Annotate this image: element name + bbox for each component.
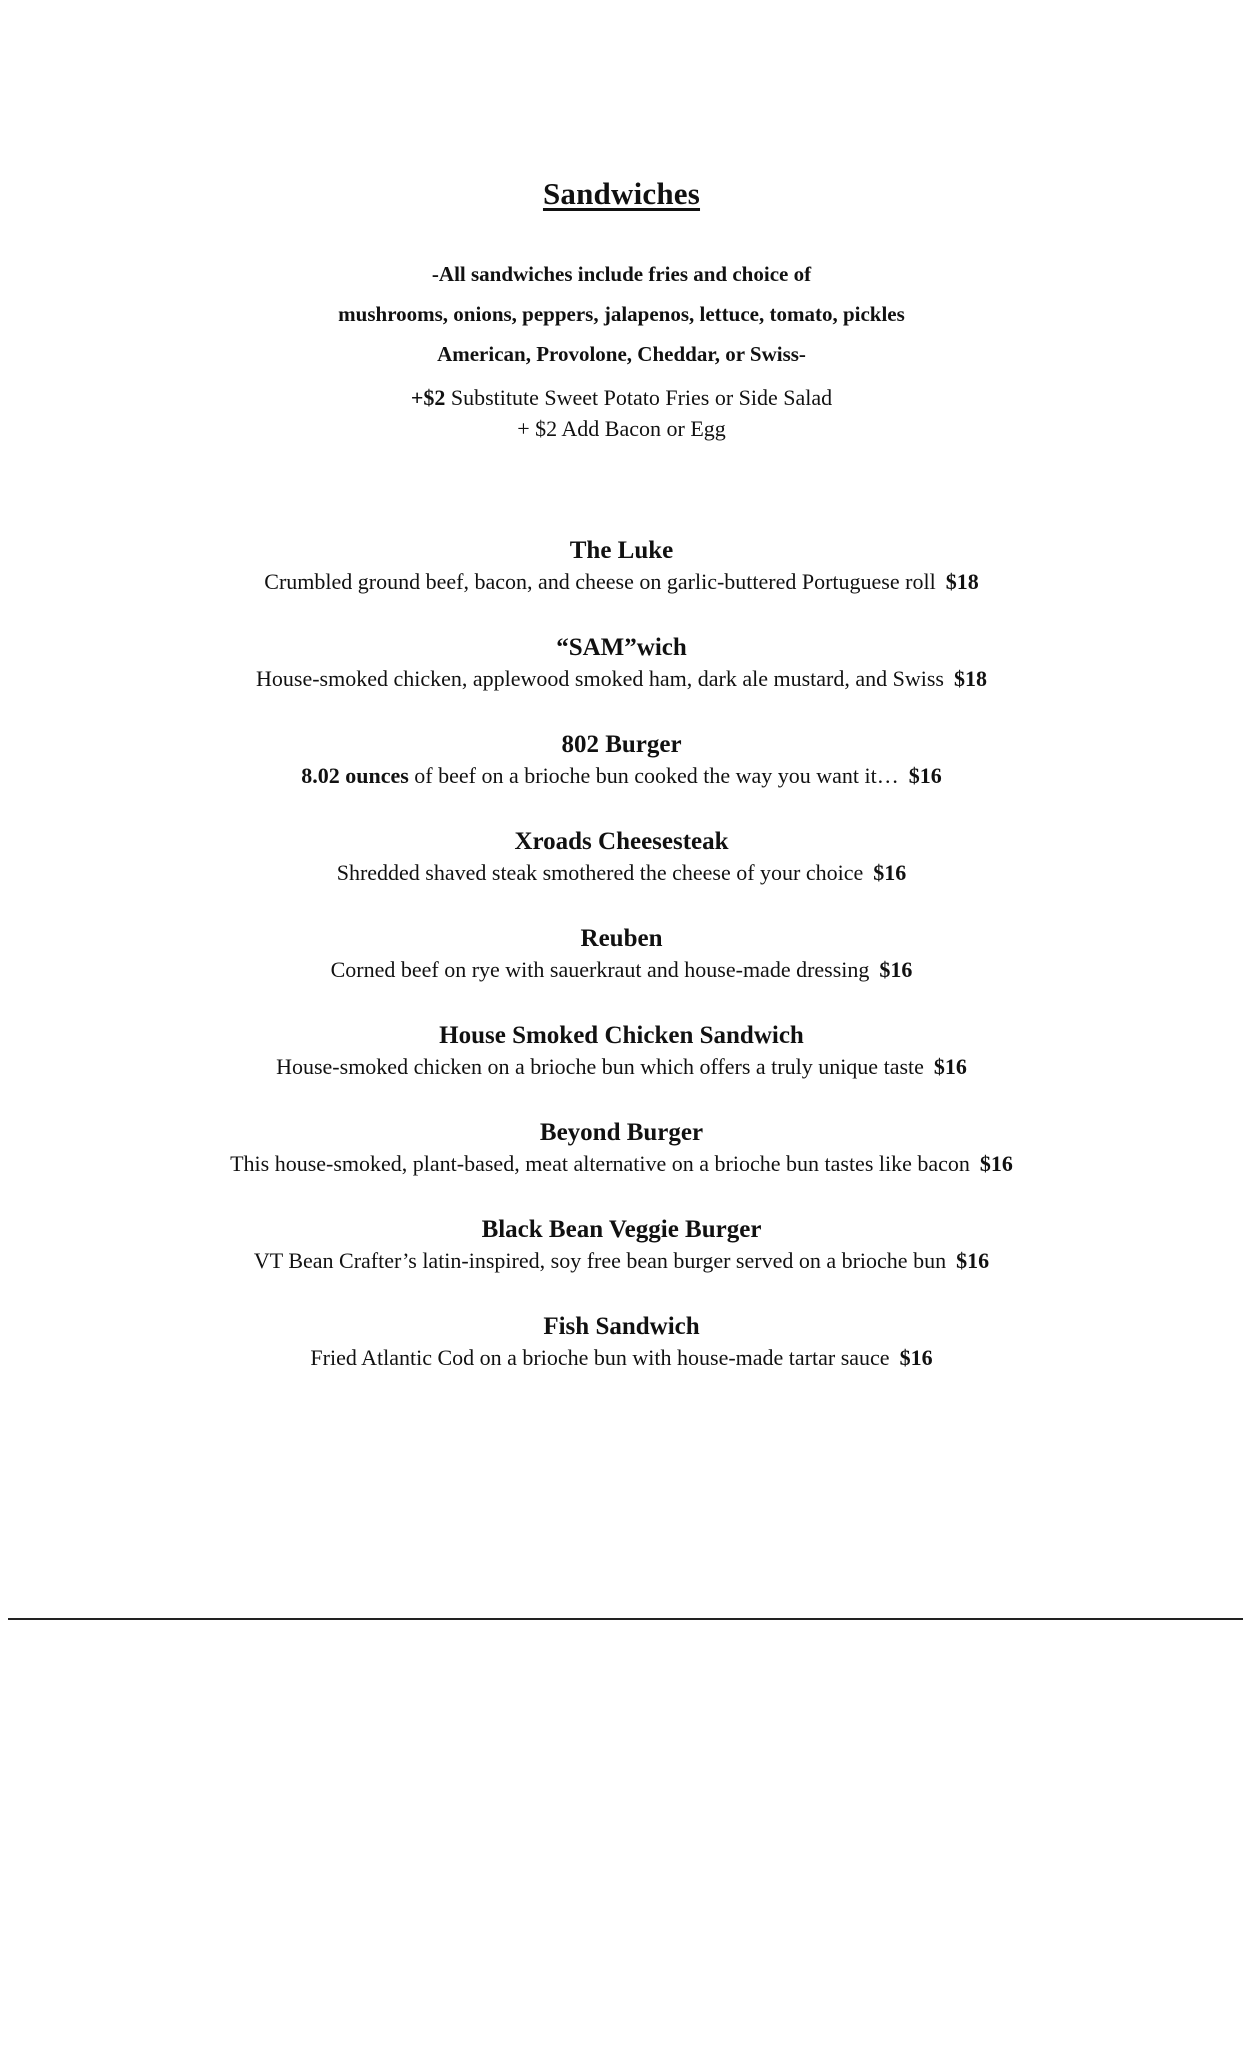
item-description: This house-smoked, plant-based, meat alternative on a brioche bun tastes like bacon (230, 1151, 970, 1176)
item-description: VT Bean Crafter’s latin-inspired, soy free bean burger served on a brioche bun (253, 1248, 947, 1273)
item-name: Reuben (580, 925, 663, 952)
menu-item-reuben (0, 923, 1243, 1020)
menu-item-samwich (0, 632, 1243, 729)
item-description: Corned beef on rye with sauerkraut and house-made dressing (330, 957, 870, 982)
item-description-line (0, 858, 1243, 888)
menu-item-house-smoked-chicken-sandwich (0, 1020, 1243, 1117)
item-price: $16 (956, 1248, 990, 1273)
item-description-line (0, 567, 1243, 597)
intro-line-included: -All sandwiches include fries and choice of (431, 262, 812, 286)
intro-line-cheeses: American, Provolone, Cheddar, or Swiss- (437, 342, 806, 366)
page-divider (8, 1618, 1243, 1620)
item-price: $16 (908, 763, 942, 788)
addon-price: +$2 (410, 385, 446, 410)
menu-item-fish-sandwich (0, 1311, 1243, 1408)
item-description-line (0, 1149, 1243, 1179)
page-title: Sandwiches (542, 176, 701, 211)
item-price: $18 (945, 569, 979, 594)
menu-item-the-luke (0, 535, 1243, 632)
item-description-line (0, 761, 1243, 791)
item-description-line (0, 664, 1243, 694)
item-name: Black Bean Veggie Burger (481, 1216, 762, 1243)
item-name: The Luke (569, 537, 674, 564)
menu-item-beyond-burger (0, 1117, 1243, 1214)
item-description: Shredded shaved steak smothered the cheese of your choice (336, 860, 864, 885)
item-description-line (0, 1052, 1243, 1082)
intro-addon-bacon-egg (0, 413, 1243, 444)
sandwich-list (0, 535, 1243, 1408)
addon-price: + $2 (517, 416, 558, 441)
item-name: 802 Burger (561, 731, 682, 758)
item-name: Fish Sandwich (543, 1313, 700, 1340)
item-name: Beyond Burger (539, 1119, 704, 1146)
item-description-line (0, 1246, 1243, 1276)
intro-addon-substitute (0, 382, 1243, 413)
item-description-line (0, 955, 1243, 985)
addon-text: Substitute Sweet Potato Fries or Side Salad (450, 385, 833, 410)
item-description: Crumbled ground beef, bacon, and cheese on garlic-buttered Portuguese roll (264, 569, 936, 594)
menu-item-802-burger (0, 729, 1243, 826)
menu-intro (0, 262, 1243, 444)
item-description: House-smoked chicken, applewood smoked ham, dark ale mustard, and Swiss (256, 666, 944, 691)
item-name: House Smoked Chicken Sandwich (439, 1022, 804, 1049)
intro-line-toppings: mushrooms, onions, peppers, jalapenos, lettuce, tomato, pickles (338, 302, 905, 326)
item-price: $16 (873, 860, 907, 885)
item-price: $18 (953, 666, 987, 691)
item-name: Xroads Cheesesteak (514, 828, 729, 855)
item-price: $16 (933, 1054, 967, 1079)
item-description: House-smoked chicken on a brioche bun which offers a truly unique taste (276, 1054, 924, 1079)
item-description: of beef on a brioche bun cooked the way you want it… (414, 763, 899, 788)
addon-text: Add Bacon or Egg (561, 416, 726, 441)
item-price: $16 (879, 957, 913, 982)
item-price: $16 (899, 1345, 933, 1370)
item-name: “SAM”wich (556, 634, 687, 661)
item-description: Fried Atlantic Cod on a brioche bun with house-made tartar sauce (310, 1345, 890, 1370)
menu-item-xroads-cheesesteak (0, 826, 1243, 923)
menu-item-black-bean-veggie-burger (0, 1214, 1243, 1311)
item-description-line (0, 1343, 1243, 1373)
item-price: $16 (979, 1151, 1013, 1176)
item-description-highlight: 8.02 ounces (301, 763, 409, 788)
